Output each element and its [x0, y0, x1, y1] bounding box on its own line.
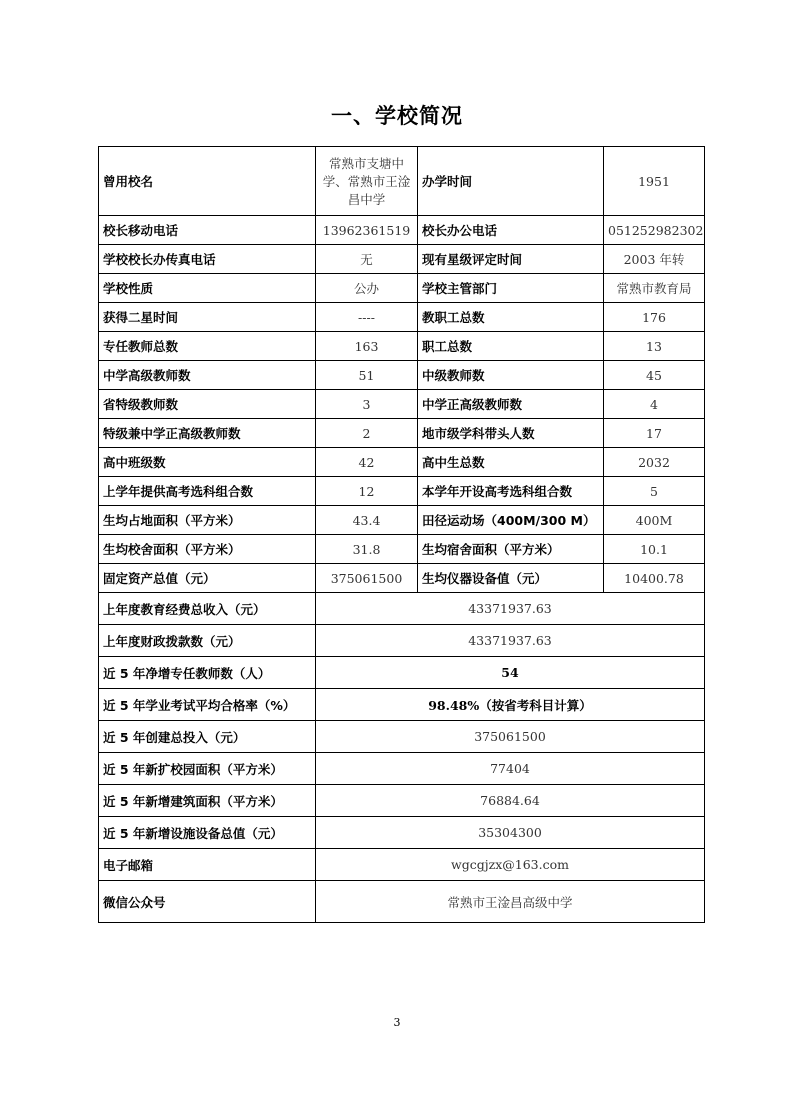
field-label: 学校性质: [99, 274, 316, 303]
page-number: 3: [393, 1016, 401, 1029]
field-value: 2032: [604, 448, 705, 477]
field-value: 43371937.63: [316, 625, 705, 657]
field-label: 生均宿舍面积（平方米）: [418, 535, 604, 564]
field-label: 近 5 年创建总投入（元）: [99, 721, 316, 753]
table-row: [99, 477, 705, 506]
field-label: 中级教师数: [418, 361, 604, 390]
field-value: 051252982302: [604, 216, 705, 245]
table-row: [99, 361, 705, 390]
field-label: 省特级教师数: [99, 390, 316, 419]
table-row: [99, 785, 705, 817]
field-value: 42: [316, 448, 418, 477]
field-value: 10.1: [604, 535, 705, 564]
table-row: [99, 849, 705, 881]
field-value: 400M: [604, 506, 705, 535]
field-label: 现有星级评定时间: [418, 245, 604, 274]
field-value: 163: [316, 332, 418, 361]
table-row: [99, 657, 705, 689]
field-label: 曾用校名: [99, 147, 316, 216]
field-label: 专任教师总数: [99, 332, 316, 361]
field-label: 高中班级数: [99, 448, 316, 477]
table-row: [99, 274, 705, 303]
field-label: 上学年提供高考选科组合数: [99, 477, 316, 506]
table-row: [99, 535, 705, 564]
table-row: [99, 303, 705, 332]
field-label: 近 5 年学业考试平均合格率（%）: [99, 689, 316, 721]
field-label: 学校主管部门: [418, 274, 604, 303]
field-value: 176: [604, 303, 705, 332]
field-value: 98.48%（按省考科目计算）: [316, 689, 705, 721]
field-value: 常熟市教育局: [604, 274, 705, 303]
table-row: [99, 506, 705, 535]
table-row: [99, 753, 705, 785]
field-value: 45: [604, 361, 705, 390]
table-row: [99, 245, 705, 274]
field-value: 无: [316, 245, 418, 274]
table-row: [99, 147, 705, 216]
field-value: ----: [316, 303, 418, 332]
field-value: 5: [604, 477, 705, 506]
table-row: [99, 419, 705, 448]
field-label: 校长办公电话: [418, 216, 604, 245]
table-row: [99, 625, 705, 657]
table-row: [99, 390, 705, 419]
field-label: 上年度教育经费总收入（元）: [99, 593, 316, 625]
field-label: 中学高级教师数: [99, 361, 316, 390]
school-info-table: [98, 146, 705, 923]
field-label: 近 5 年新增建筑面积（平方米）: [99, 785, 316, 817]
table-row: [99, 689, 705, 721]
field-label: 近 5 年新扩校园面积（平方米）: [99, 753, 316, 785]
field-value: 43.4: [316, 506, 418, 535]
field-label: 本学年开设高考选科组合数: [418, 477, 604, 506]
field-value: 3: [316, 390, 418, 419]
field-label: 特级兼中学正高级教师数: [99, 419, 316, 448]
field-value: 43371937.63: [316, 593, 705, 625]
field-value: 13: [604, 332, 705, 361]
field-label: 生均仪器设备值（元）: [418, 564, 604, 593]
table-row: [99, 564, 705, 593]
field-label: 学校校长办传真电话: [99, 245, 316, 274]
table-row: [99, 721, 705, 753]
field-value: 54: [316, 657, 705, 689]
field-value: 常熟市支塘中学、常熟市王淦昌中学: [316, 147, 418, 216]
field-value: 10400.78: [604, 564, 705, 593]
field-label: 微信公众号: [99, 881, 316, 923]
field-label: 地市级学科带头人数: [418, 419, 604, 448]
field-value: 13962361519: [316, 216, 418, 245]
table-row: [99, 817, 705, 849]
field-label: 近 5 年净增专任教师数（人）: [99, 657, 316, 689]
field-value: 77404: [316, 753, 705, 785]
table-row: [99, 216, 705, 245]
field-label: 电子邮箱: [99, 849, 316, 881]
field-label: 教职工总数: [418, 303, 604, 332]
field-value: 常熟市王淦昌高级中学: [316, 881, 705, 923]
field-value: 31.8: [316, 535, 418, 564]
field-label: 田径运动场（400M/300 M）: [418, 506, 604, 535]
field-value: 35304300: [316, 817, 705, 849]
field-value: 51: [316, 361, 418, 390]
field-label: 中学正高级教师数: [418, 390, 604, 419]
field-label: 生均校舍面积（平方米）: [99, 535, 316, 564]
table-row: [99, 593, 705, 625]
field-label: 近 5 年新增设施设备总值（元）: [99, 817, 316, 849]
field-label: 高中生总数: [418, 448, 604, 477]
table-row: [99, 448, 705, 477]
field-label: 办学时间: [418, 147, 604, 216]
field-label: 固定资产总值（元）: [99, 564, 316, 593]
field-label: 上年度财政拨款数（元）: [99, 625, 316, 657]
table-row: [99, 881, 705, 923]
page-title: 一、学校简况: [331, 104, 463, 128]
field-value: 2: [316, 419, 418, 448]
table-row: [99, 332, 705, 361]
field-value: 375061500: [316, 564, 418, 593]
field-label: 生均占地面积（平方米）: [99, 506, 316, 535]
field-value: 17: [604, 419, 705, 448]
field-value: 1951: [604, 147, 705, 216]
field-label: 获得二星时间: [99, 303, 316, 332]
field-value: 12: [316, 477, 418, 506]
field-value: 2003 年转: [604, 245, 705, 274]
field-value: 76884.64: [316, 785, 705, 817]
field-value: 375061500: [316, 721, 705, 753]
field-value: 4: [604, 390, 705, 419]
field-value: wgcgjzx@163.com: [316, 849, 705, 881]
field-label: 职工总数: [418, 332, 604, 361]
field-value: 公办: [316, 274, 418, 303]
field-label: 校长移动电话: [99, 216, 316, 245]
